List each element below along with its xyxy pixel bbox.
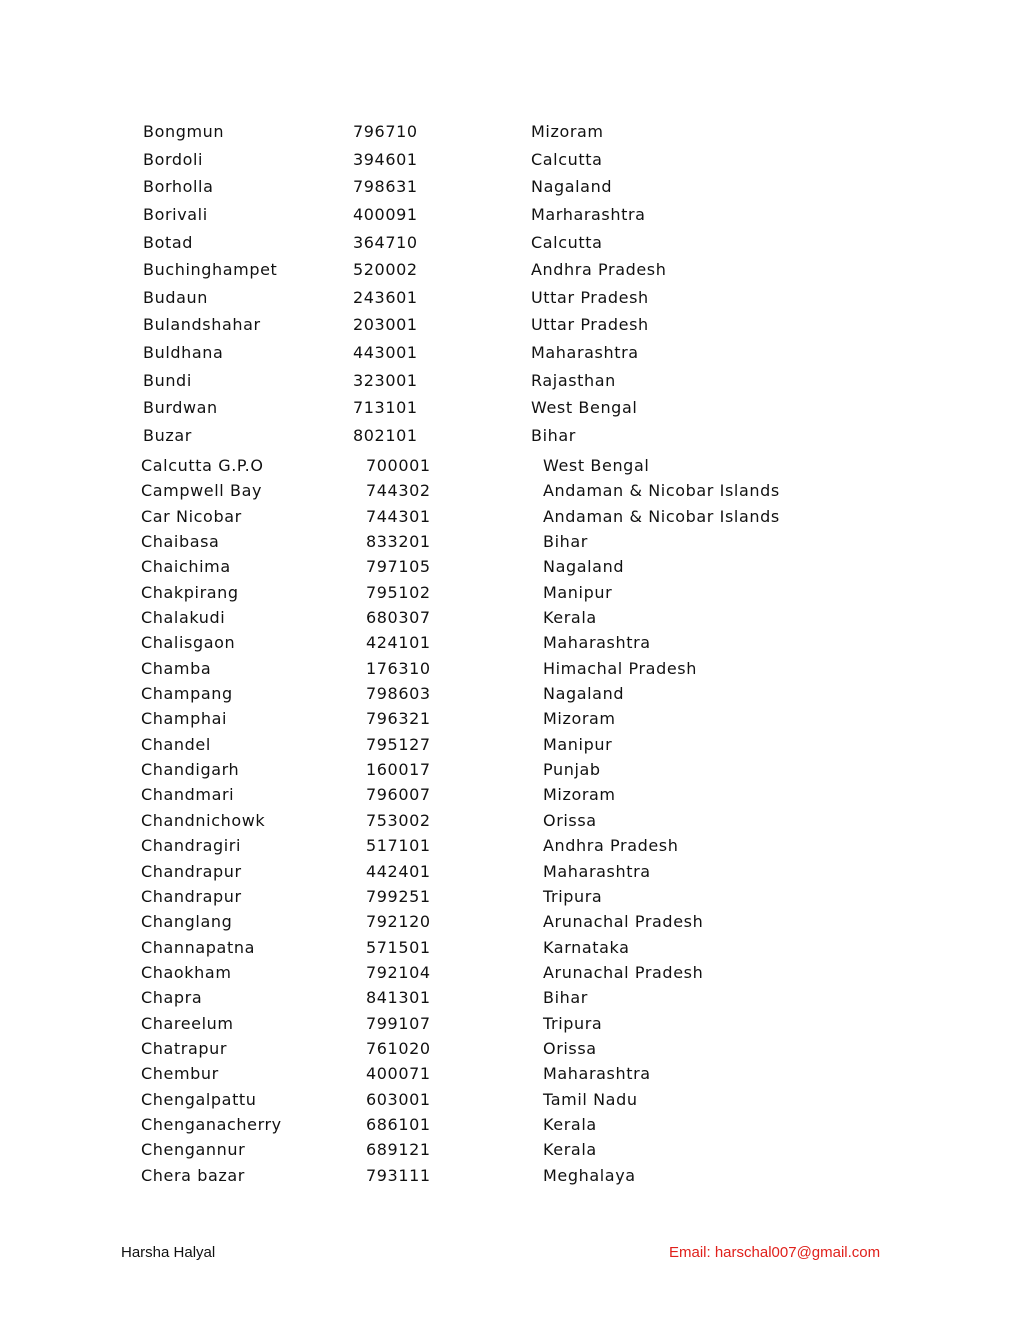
place-name-cell: Bundi: [143, 370, 192, 390]
pincode-cell: 793111: [366, 1165, 431, 1185]
place-name-cell: Chera bazar: [141, 1165, 245, 1185]
place-name-cell: Chareelum: [141, 1013, 234, 1033]
place-name-cell: Chembur: [141, 1064, 219, 1084]
pincode-cell: 364710: [353, 232, 418, 252]
state-name-cell: Maharashtra: [543, 861, 651, 881]
state-name-cell: Mizoram: [543, 785, 616, 805]
state-name-cell: Karnataka: [543, 937, 630, 957]
state-name-cell: Kerala: [543, 1140, 597, 1160]
state-name-cell: Calcutta: [531, 149, 603, 169]
pincode-cell: 443001: [353, 343, 418, 363]
state-name-cell: Rajasthan: [531, 370, 616, 390]
state-name-cell: Uttar Pradesh: [531, 287, 649, 307]
state-name-cell: Nagaland: [543, 684, 625, 704]
state-name-cell: Nagaland: [531, 177, 613, 197]
place-name-cell: Chatrapur: [141, 1038, 228, 1058]
state-name-cell: Andaman & Nicobar Islands: [543, 506, 780, 526]
state-name-cell: Kerala: [543, 1114, 597, 1134]
pincode-cell: 833201: [366, 532, 431, 552]
pincode-cell: 243601: [353, 287, 418, 307]
pincode-cell: 517101: [366, 836, 431, 856]
pincode-cell: 713101: [353, 398, 418, 418]
state-name-cell: Himachal Pradesh: [543, 658, 697, 678]
state-name-cell: Tripura: [543, 886, 603, 906]
place-name-cell: Champang: [141, 684, 233, 704]
state-name-cell: Bihar: [531, 426, 576, 446]
pincode-cell: 796321: [366, 709, 431, 729]
place-name-cell: Buldhana: [143, 343, 224, 363]
place-name-cell: Champhai: [141, 709, 228, 729]
pincode-cell: 744302: [366, 481, 431, 501]
pincode-cell: 841301: [366, 988, 431, 1008]
pincode-cell: 797105: [366, 557, 431, 577]
pincode-cell: 799107: [366, 1013, 431, 1033]
place-name-cell: Chenganacherry: [141, 1114, 282, 1134]
pincode-cell: 323001: [353, 370, 418, 390]
state-name-cell: Maharashtra: [531, 343, 639, 363]
state-name-cell: Uttar Pradesh: [531, 315, 649, 335]
state-name-cell: Arunachal Pradesh: [543, 912, 704, 932]
pincode-cell: 686101: [366, 1114, 431, 1134]
place-name-cell: Changlang: [141, 912, 233, 932]
state-name-cell: Maharashtra: [543, 1064, 651, 1084]
state-name-cell: Manipur: [543, 582, 613, 602]
place-name-cell: Chengalpattu: [141, 1089, 257, 1109]
state-name-cell: Kerala: [543, 608, 597, 628]
place-name-cell: Chaibasa: [141, 532, 220, 552]
pincode-cell: 792104: [366, 962, 431, 982]
state-name-cell: Manipur: [543, 734, 613, 754]
place-name-cell: Chandrapur: [141, 886, 242, 906]
pincode-cell: 753002: [366, 810, 431, 830]
place-name-cell: Buchinghampet: [143, 260, 278, 280]
pincode-cell: 400071: [366, 1064, 431, 1084]
place-name-cell: Campwell Bay: [141, 481, 263, 501]
place-name-cell: Chandigarh: [141, 760, 240, 780]
place-name-cell: Chalakudi: [141, 608, 226, 628]
place-name-cell: Chandel: [141, 734, 211, 754]
pincode-cell: 442401: [366, 861, 431, 881]
state-name-cell: Mizoram: [543, 709, 616, 729]
state-name-cell: Andhra Pradesh: [543, 836, 679, 856]
place-name-cell: Borholla: [143, 177, 214, 197]
place-name-cell: Channapatna: [141, 937, 255, 957]
place-name-cell: Chandnichowk: [141, 810, 266, 830]
pincode-cell: 424101: [366, 633, 431, 653]
pincode-cell: 176310: [366, 658, 431, 678]
pincode-cell: 799251: [366, 886, 431, 906]
place-name-cell: Chalisgaon: [141, 633, 236, 653]
pincode-cell: 795127: [366, 734, 431, 754]
pincode-cell: 571501: [366, 937, 431, 957]
pincode-cell: 796710: [353, 122, 418, 141]
state-name-cell: Orissa: [543, 810, 597, 830]
state-name-cell: Bihar: [543, 532, 588, 552]
state-name-cell: Bihar: [543, 988, 588, 1008]
pincode-cell: 795102: [366, 582, 431, 602]
footer-email: Email: harschal007@gmail.com: [669, 1244, 881, 1261]
pincode-cell: 761020: [366, 1038, 431, 1058]
pincode-cell: 603001: [366, 1089, 431, 1109]
place-name-cell: Buzar: [143, 426, 192, 446]
place-name-cell: Budaun: [143, 287, 208, 307]
place-name-cell: Borivali: [143, 204, 208, 224]
pincode-cell: 796007: [366, 785, 431, 805]
state-name-cell: Maharashtra: [543, 633, 651, 653]
place-name-cell: Chengannur: [141, 1140, 246, 1160]
place-name-cell: Burdwan: [143, 398, 218, 418]
place-name-cell: Bordoli: [143, 149, 204, 169]
footer-author: Harsha Halyal: [121, 1244, 216, 1261]
state-name-cell: West Bengal: [543, 456, 650, 475]
pincode-cell: 792120: [366, 912, 431, 932]
state-name-cell: Punjab: [543, 760, 601, 780]
place-name-cell: Chaokham: [141, 962, 232, 982]
place-name-cell: Bongmun: [143, 122, 225, 141]
state-name-cell: Tamil Nadu: [543, 1089, 638, 1109]
place-name-cell: Car Nicobar: [141, 506, 242, 526]
place-name-cell: Chaichima: [141, 557, 231, 577]
state-name-cell: Orissa: [543, 1038, 597, 1058]
pincode-cell: 802101: [353, 426, 418, 446]
place-name-cell: Bulandshahar: [143, 315, 261, 335]
pincode-cell: 798603: [366, 684, 431, 704]
state-name-cell: Tripura: [543, 1013, 603, 1033]
state-name-cell: Arunachal Pradesh: [543, 962, 704, 982]
state-name-cell: West Bengal: [531, 398, 638, 418]
pincode-cell: 689121: [366, 1140, 431, 1160]
place-name-cell: Chandrapur: [141, 861, 242, 881]
pincode-cell: 520002: [353, 260, 418, 280]
state-name-cell: Calcutta: [531, 232, 603, 252]
pincode-cell: 394601: [353, 149, 418, 169]
pincode-cell: 680307: [366, 608, 431, 628]
pincode-cell: 744301: [366, 506, 431, 526]
pincode-cell: 203001: [353, 315, 418, 335]
state-name-cell: Nagaland: [543, 557, 625, 577]
place-name-cell: Chakpirang: [141, 582, 239, 602]
state-name-cell: Andhra Pradesh: [531, 260, 667, 280]
pincode-cell: 700001: [366, 456, 431, 475]
state-name-cell: Andaman & Nicobar Islands: [543, 481, 780, 501]
state-name-cell: Marharashtra: [531, 204, 646, 224]
pincode-cell: 798631: [353, 177, 418, 197]
place-name-cell: Chandmari: [141, 785, 235, 805]
place-name-cell: Chamba: [141, 658, 212, 678]
place-name-cell: Chandragiri: [141, 836, 242, 856]
place-name-cell: Botad: [143, 232, 193, 252]
state-name-cell: Meghalaya: [543, 1165, 636, 1185]
place-name-cell: Calcutta G.P.O: [141, 456, 264, 475]
state-name-cell: Mizoram: [531, 122, 604, 141]
place-name-cell: Chapra: [141, 988, 203, 1008]
pincode-cell: 400091: [353, 204, 418, 224]
pincode-cell: 160017: [366, 760, 431, 780]
